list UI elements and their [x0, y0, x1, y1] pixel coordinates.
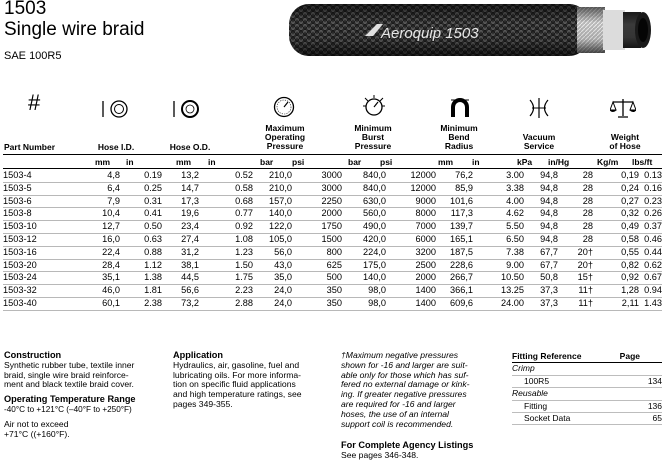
cell-vac-inhg: 28: [558, 221, 593, 234]
table-row: [3, 182, 662, 195]
cell-vac-inhg: 11†: [558, 285, 593, 298]
vacuum-icon: [527, 97, 551, 119]
cell-vac-kpa: 94,8: [524, 195, 558, 208]
table-row: [3, 208, 662, 221]
cell-max-bar: 35,0: [253, 272, 292, 285]
cell-part-number: 1503-32: [3, 285, 85, 298]
pressure-gauge-icon: [273, 96, 295, 118]
cell-part-number: 1503-24: [3, 272, 85, 285]
construction-line-3: ment and black textile braid cover.: [4, 379, 134, 390]
cell-weight-kgm: 0,24: [593, 182, 639, 195]
fitting-crimp-label: Crimp: [512, 363, 535, 374]
cell-vac-kpa: 50,8: [524, 272, 558, 285]
note-line-3: able only for those which has suf-: [341, 369, 469, 380]
cell-od-in: 1.23: [199, 246, 253, 259]
cell-max-bar: 56,0: [253, 246, 292, 259]
cell-id-in: 1.38: [120, 272, 162, 285]
cell-bend-in: 3.38: [473, 182, 524, 195]
cell-id-mm: 28,4: [85, 259, 120, 272]
cell-burst-psi: 2000: [386, 272, 436, 285]
header-rule: [3, 154, 662, 155]
fitting-crimp-item-row: [512, 376, 662, 388]
cell-od-in: 0.92: [199, 221, 253, 234]
cell-bend-mm: 609,6: [436, 297, 473, 310]
table-row: [3, 259, 662, 272]
cell-burst-bar: 490,0: [342, 221, 386, 234]
cell-weight-lbsft: 0.26: [639, 208, 662, 221]
cell-weight-lbsft: 0.67: [639, 272, 662, 285]
cell-id-mm: 7,9: [85, 195, 120, 208]
cell-bend-mm: 165,1: [436, 233, 473, 246]
cell-id-in: 0.25: [120, 182, 162, 195]
agency-text: See pages 346-348.: [341, 449, 419, 460]
table-row: [3, 170, 662, 182]
cell-bend-in: 4.00: [473, 195, 524, 208]
cell-part-number: 1503-40: [3, 297, 85, 310]
col-vacuum-line1: Vacuum: [522, 132, 556, 142]
cell-od-in: 2.23: [199, 285, 253, 298]
cell-burst-psi: 8000: [386, 208, 436, 221]
unit-burst-bar: bar: [348, 157, 362, 167]
cell-id-mm: 12,7: [85, 221, 120, 234]
bend-radius-icon: [449, 97, 471, 119]
cell-bend-mm: 228,6: [436, 259, 473, 272]
cell-vac-kpa: 94,8: [524, 182, 558, 195]
temperature-line-1: Air not to exceed: [4, 418, 69, 429]
cell-id-mm: 60,1: [85, 297, 120, 310]
cell-weight-lbsft: 0.23: [639, 195, 662, 208]
col-min-burst: [338, 124, 408, 151]
units-rule: [3, 168, 662, 169]
cell-vac-inhg: 28: [558, 233, 593, 246]
col-min-bend-line3: Radius: [444, 141, 474, 151]
cell-weight-lbsft: 0.94: [639, 285, 662, 298]
cell-id-in: 1.12: [120, 259, 162, 272]
cell-weight-lbsft: 0.62: [639, 259, 662, 272]
construction-line-1: Synthetic rubber tube, textile inner: [4, 359, 135, 370]
cell-od-mm: 13,2: [162, 170, 199, 182]
cell-weight-kgm: 1,28: [593, 285, 639, 298]
fitting-crimp-item: 100R5: [524, 375, 550, 386]
cell-bend-mm: 139,7: [436, 221, 473, 234]
cell-vac-kpa: 94,8: [524, 221, 558, 234]
hose-brand-text: Aeroquip 1503: [381, 25, 479, 42]
cell-max-bar: 157,0: [253, 195, 292, 208]
application-line-1: Hydraulics, air, gasoline, fuel and: [173, 359, 300, 370]
cell-max-psi: 1500: [292, 233, 342, 246]
burst-pressure-icon: [362, 94, 386, 118]
cell-bend-mm: 101,6: [436, 195, 473, 208]
note-line-5: ing. If greater negative pressures: [341, 389, 467, 400]
fitting-page-label: Page: [619, 351, 640, 361]
unit-weight-kgm: Kg/m: [597, 157, 619, 167]
agency-block: [341, 441, 511, 461]
note-line-4: fered no external damage or kink-: [341, 379, 470, 390]
cell-burst-bar: 840,0: [342, 182, 386, 195]
col-min-burst-line2: Burst: [361, 132, 385, 142]
cell-id-in: 0.19: [120, 170, 162, 182]
cell-weight-kgm: 0,27: [593, 195, 639, 208]
cell-burst-psi: 7000: [386, 221, 436, 234]
cell-weight-lbsft: 0.16: [639, 182, 662, 195]
cell-bend-mm: 85,9: [436, 182, 473, 195]
fitting-reference: [512, 351, 662, 425]
cell-max-bar: 140,0: [253, 208, 292, 221]
agency-heading: For Complete Agency Listings: [341, 440, 474, 450]
cell-vac-inhg: 28: [558, 170, 593, 182]
fitting-heading: Fitting Reference: [512, 351, 582, 361]
col-weight: [588, 133, 662, 151]
cell-od-mm: 31,2: [162, 246, 199, 259]
col-hose-id: Hose I.D.: [97, 142, 135, 152]
cell-vac-kpa: 37,3: [524, 285, 558, 298]
cell-burst-psi: 6000: [386, 233, 436, 246]
col-min-burst-line1: Minimum: [354, 123, 392, 133]
cell-max-psi: 2250: [292, 195, 342, 208]
unit-max-psi: psi: [292, 157, 305, 167]
cell-id-mm: 4,8: [85, 170, 120, 182]
unit-vac-inhg: in/Hg: [548, 157, 570, 167]
col-vacuum-line2: Service: [523, 141, 555, 151]
cell-max-psi: 2000: [292, 208, 342, 221]
cell-vac-inhg: 15†: [558, 272, 593, 285]
cell-max-psi: 3000: [292, 182, 342, 195]
spec-table: [3, 170, 662, 311]
cell-weight-kgm: 0,58: [593, 233, 639, 246]
cell-part-number: 1503-12: [3, 233, 85, 246]
cell-weight-lbsft: 0.46: [639, 233, 662, 246]
col-max-pressure: [250, 124, 320, 151]
application-line-3: tion on specific fluid applications: [173, 379, 296, 390]
cell-od-in: 0.52: [199, 170, 253, 182]
note-line-8: support coil is recommended.: [341, 418, 454, 429]
cell-id-mm: 46,0: [85, 285, 120, 298]
cell-burst-psi: 12000: [386, 182, 436, 195]
cell-part-number: 1503-20: [3, 259, 85, 272]
unit-vac-kpa: kPa: [517, 157, 533, 167]
cell-burst-bar: 840,0: [342, 170, 386, 182]
col-min-bend-line2: Bend: [448, 132, 470, 142]
cell-burst-bar: 140,0: [342, 272, 386, 285]
cell-burst-bar: 98,0: [342, 297, 386, 310]
fitting-socket-page: 65: [652, 412, 662, 423]
cell-weight-lbsft: 1.43: [639, 297, 662, 310]
cell-id-in: 0.31: [120, 195, 162, 208]
fitting-reusable-row: [512, 388, 662, 400]
cell-max-psi: 3000: [292, 170, 342, 182]
fitting-socket-item: Socket Data: [524, 412, 571, 423]
unit-hose-id-in: in: [126, 157, 134, 167]
cell-id-in: 0.41: [120, 208, 162, 221]
construction-heading: Construction: [4, 350, 62, 360]
cell-burst-bar: 560,0: [342, 208, 386, 221]
col-min-bend-line1: Minimum: [440, 123, 478, 133]
cell-vac-kpa: 67,7: [524, 246, 558, 259]
temperature-heading: Operating Temperature Range: [4, 394, 136, 405]
cell-max-psi: 350: [292, 297, 342, 310]
cell-part-number: 1503-6: [3, 195, 85, 208]
unit-bend-in: in: [472, 157, 480, 167]
negative-pressure-note: [341, 351, 506, 429]
unit-weight-lbsft: lbs/ft: [632, 157, 653, 167]
col-hose-od: Hose O.D.: [169, 142, 211, 152]
cell-id-in: 0.88: [120, 246, 162, 259]
cell-max-psi: 350: [292, 285, 342, 298]
cell-bend-in: 7.38: [473, 246, 524, 259]
col-max-pressure-line1: Maximum: [265, 123, 305, 133]
cell-max-psi: 500: [292, 272, 342, 285]
unit-hose-od-mm: mm: [176, 157, 192, 167]
hose-id-icon: [101, 99, 133, 119]
cell-od-mm: 14,7: [162, 182, 199, 195]
application-block: [173, 351, 333, 410]
fitting-fitting-row: [512, 401, 662, 413]
cell-part-number: 1503-4: [3, 170, 85, 182]
cell-od-mm: 17,3: [162, 195, 199, 208]
application-heading: Application: [173, 350, 224, 360]
cell-vac-kpa: 94,8: [524, 233, 558, 246]
table-row: [3, 285, 662, 298]
cell-od-in: 0.68: [199, 195, 253, 208]
cell-od-in: 1.50: [199, 259, 253, 272]
cell-vac-kpa: 94,8: [524, 170, 558, 182]
standard-label: SAE 100R5: [4, 50, 62, 62]
cell-bend-in: 10.50: [473, 272, 524, 285]
temperature-line-2: +71°C ((+160°F).: [4, 428, 70, 439]
cell-vac-kpa: 37,3: [524, 297, 558, 310]
unit-max-bar: bar: [260, 157, 274, 167]
note-line-1: †Maximum negative pressures: [341, 350, 459, 360]
cell-id-in: 0.50: [120, 221, 162, 234]
cell-max-psi: 1750: [292, 221, 342, 234]
unit-hose-od-in: in: [208, 157, 216, 167]
fitting-crimp-page: 134: [647, 375, 662, 386]
part-number-icon: #: [28, 90, 41, 115]
cell-weight-lbsft: 0.37: [639, 221, 662, 234]
application-line-5: pages 349-355.: [173, 398, 233, 409]
unit-hose-id-mm: mm: [95, 157, 111, 167]
cell-max-bar: 105,0: [253, 233, 292, 246]
cell-bend-mm: 117,3: [436, 208, 473, 221]
col-weight-line2: of Hose: [609, 141, 641, 151]
cell-od-mm: 38,1: [162, 259, 199, 272]
cell-id-in: 0.63: [120, 233, 162, 246]
application-line-2: lubricating oils. For more informa-: [173, 369, 301, 380]
temperature-range: -40°C to +121°C (–40°F to +250°F): [4, 404, 132, 414]
table-row: [3, 246, 662, 259]
cell-burst-psi: 1400: [386, 285, 436, 298]
cell-od-in: 1.75: [199, 272, 253, 285]
cell-bend-in: 13.25: [473, 285, 524, 298]
construction-block: [4, 351, 169, 439]
cell-weight-kgm: 0,55: [593, 246, 639, 259]
cell-max-bar: 210,0: [253, 182, 292, 195]
fitting-crimp-row: [512, 363, 662, 375]
cell-burst-bar: 98,0: [342, 285, 386, 298]
cell-id-mm: 6,4: [85, 182, 120, 195]
cell-max-bar: 43,0: [253, 259, 292, 272]
hose-image: [285, 0, 665, 60]
col-max-pressure-line2: Operating: [264, 132, 306, 142]
cell-bend-mm: 366,1: [436, 285, 473, 298]
cell-od-mm: 27,4: [162, 233, 199, 246]
cell-od-in: 0.77: [199, 208, 253, 221]
weight-scale-icon: [610, 97, 636, 119]
cell-vac-inhg: 28: [558, 195, 593, 208]
cell-vac-inhg: 20†: [558, 259, 593, 272]
cell-max-psi: 800: [292, 246, 342, 259]
cell-max-bar: 24,0: [253, 297, 292, 310]
cell-id-mm: 35,1: [85, 272, 120, 285]
unit-burst-psi: psi: [380, 157, 393, 167]
page-subtitle: Single wire braid: [4, 19, 145, 40]
application-line-4: and high temperature ratings, see: [173, 389, 302, 400]
cell-weight-kgm: 0,19: [593, 170, 639, 182]
cell-weight-kgm: 0,92: [593, 272, 639, 285]
table-row: [3, 297, 662, 310]
fitting-fitting-page: 136: [647, 400, 662, 411]
cell-bend-in: 3.00: [473, 170, 524, 182]
cell-od-mm: 19,6: [162, 208, 199, 221]
hose-od-icon: [172, 99, 204, 119]
cell-id-mm: 16,0: [85, 233, 120, 246]
cell-bend-in: 24.00: [473, 297, 524, 310]
cell-od-in: 0.58: [199, 182, 253, 195]
fitting-socket-row: [512, 413, 662, 425]
cell-bend-mm: 187,5: [436, 246, 473, 259]
cell-id-in: 1.81: [120, 285, 162, 298]
cell-max-psi: 625: [292, 259, 342, 272]
cell-vac-kpa: 67,7: [524, 259, 558, 272]
note-line-7: hoses, the use of an internal: [341, 408, 449, 419]
cell-burst-bar: 175,0: [342, 259, 386, 272]
cell-part-number: 1503-16: [3, 246, 85, 259]
col-min-burst-line3: Pressure: [354, 141, 392, 151]
cell-weight-kgm: 0,32: [593, 208, 639, 221]
note-line-6: are required for -16 and larger: [341, 398, 456, 409]
cell-od-in: 1.08: [199, 233, 253, 246]
col-vacuum: [506, 133, 572, 151]
table-row: [3, 195, 662, 208]
cell-weight-kgm: 0,82: [593, 259, 639, 272]
cell-bend-mm: 266,7: [436, 272, 473, 285]
cell-part-number: 1503-8: [3, 208, 85, 221]
cell-burst-psi: 9000: [386, 195, 436, 208]
fitting-fitting-item: Fitting: [524, 400, 548, 411]
cell-vac-inhg: 28: [558, 208, 593, 221]
page-title: 1503: [4, 0, 47, 19]
cell-max-bar: 122,0: [253, 221, 292, 234]
table-row: [3, 221, 662, 234]
cell-bend-mm: 76,2: [436, 170, 473, 182]
cell-burst-psi: 3200: [386, 246, 436, 259]
cell-vac-inhg: 28: [558, 182, 593, 195]
col-part-number: Part Number: [4, 142, 56, 152]
cell-bend-in: 9.00: [473, 259, 524, 272]
cell-od-mm: 73,2: [162, 297, 199, 310]
unit-bend-mm: mm: [438, 157, 454, 167]
cell-bend-in: 5.50: [473, 221, 524, 234]
cell-max-bar: 24,0: [253, 285, 292, 298]
spec-table-body: [3, 170, 662, 310]
cell-weight-kgm: 2,11: [593, 297, 639, 310]
cell-id-mm: 10,4: [85, 208, 120, 221]
construction-line-2: braid, single wire braid reinforce-: [4, 369, 129, 380]
col-max-pressure-line3: Pressure: [266, 141, 304, 151]
cell-od-mm: 56,6: [162, 285, 199, 298]
cell-vac-inhg: 11†: [558, 297, 593, 310]
cell-burst-bar: 224,0: [342, 246, 386, 259]
cell-bend-in: 4.62: [473, 208, 524, 221]
cell-burst-psi: 1400: [386, 297, 436, 310]
cell-part-number: 1503-10: [3, 221, 85, 234]
col-min-bend: [424, 124, 494, 151]
cell-od-in: 2.88: [199, 297, 253, 310]
cell-burst-bar: 420,0: [342, 233, 386, 246]
cell-burst-psi: 12000: [386, 170, 436, 182]
cell-od-mm: 23,4: [162, 221, 199, 234]
cell-weight-lbsft: 0.13: [639, 170, 662, 182]
cell-id-in: 2.38: [120, 297, 162, 310]
cell-part-number: 1503-5: [3, 182, 85, 195]
col-weight-line1: Weight: [610, 132, 640, 142]
cell-od-mm: 44,5: [162, 272, 199, 285]
table-row: [3, 272, 662, 285]
cell-burst-bar: 630,0: [342, 195, 386, 208]
cell-vac-kpa: 94,8: [524, 208, 558, 221]
cell-burst-psi: 2500: [386, 259, 436, 272]
cell-id-mm: 22,4: [85, 246, 120, 259]
fitting-header-row: [512, 351, 662, 363]
cell-weight-kgm: 0,49: [593, 221, 639, 234]
cell-weight-lbsft: 0.44: [639, 246, 662, 259]
cell-vac-inhg: 20†: [558, 246, 593, 259]
cell-bend-in: 6.50: [473, 233, 524, 246]
note-line-2: shown for -16 and larger are suit-: [341, 359, 468, 370]
cell-max-bar: 210,0: [253, 170, 292, 182]
table-row: [3, 233, 662, 246]
fitting-reusable-label: Reusable: [512, 388, 548, 399]
